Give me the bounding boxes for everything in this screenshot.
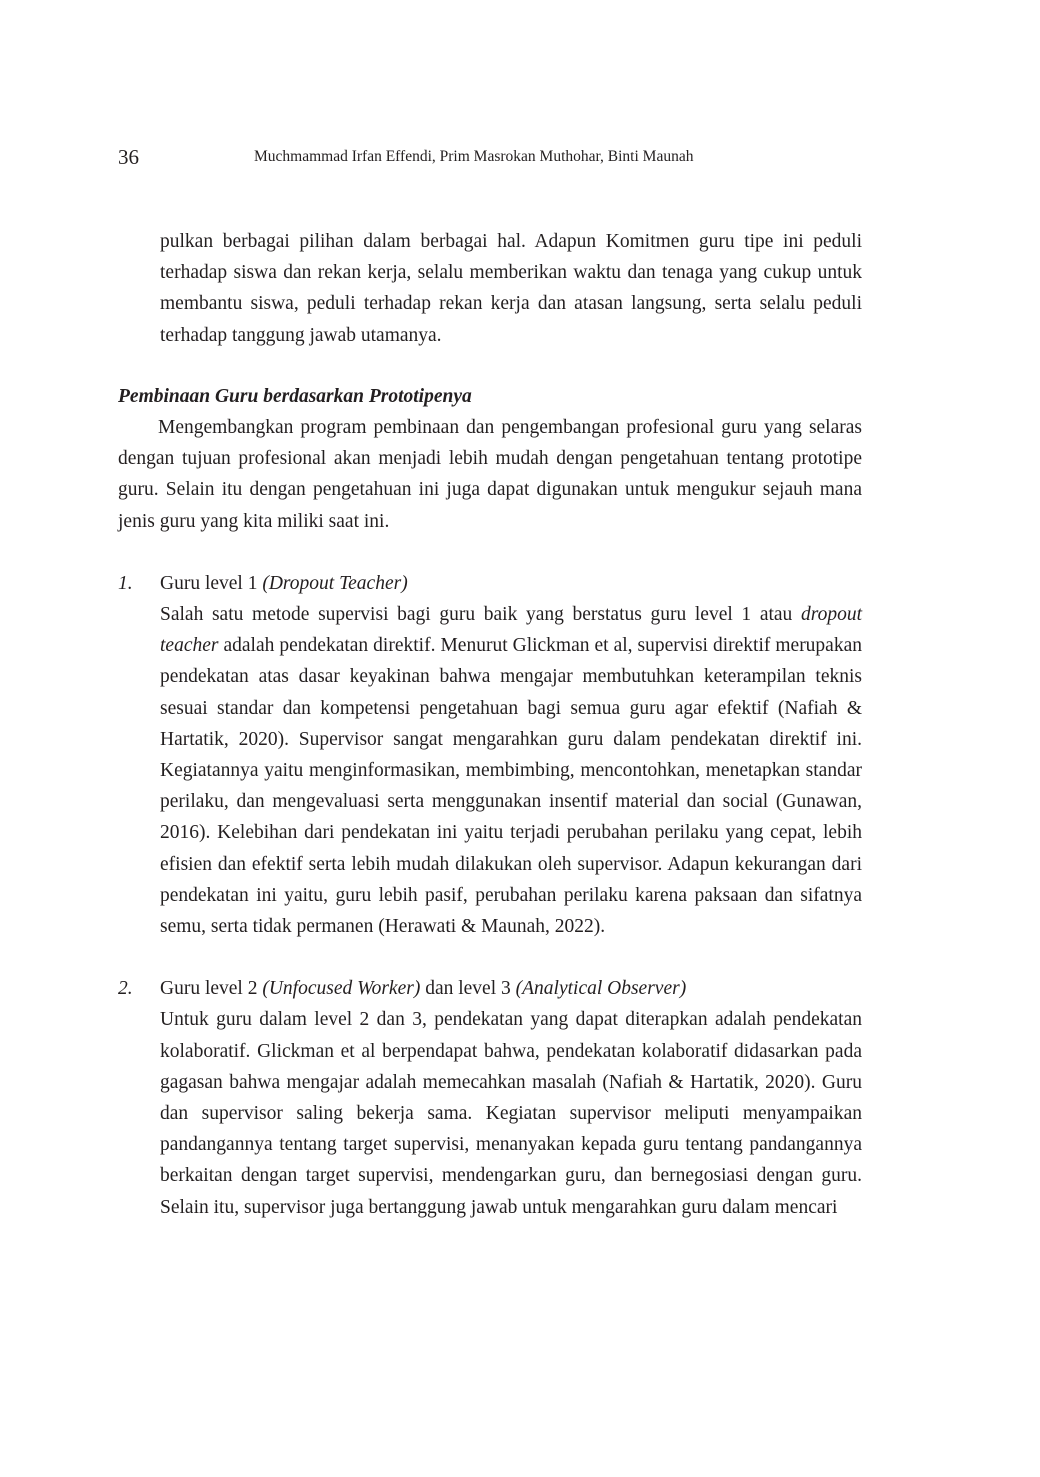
running-head-authors: Muchmammad Irfan Effendi, Prim Masrokan Muthohar, Binti Maunah [254, 148, 694, 165]
body-lead: Salah satu metode supervisi bagi guru baik yang berstatus guru level 1 atau [160, 604, 801, 626]
body-term-italic: dropout teacher [160, 604, 862, 657]
list-item-body [160, 599, 862, 942]
title-italic-2: (Analytical Observer) [515, 978, 687, 1000]
intro-paragraph: pulkan berbagai pilihan dalam berbagai hal. Adapun Komitmen guru tipe ini peduli terhadap siswa dan rekan kerja, selalu memberikan waktu dan tenaga yang cukup untuk membantu siswa, peduli terhadap rekan kerja dan atasan langsung, serta selalu peduli terhadap tanggung jawab utamanya. [160, 231, 862, 346]
section-paragraph: Mengembangkan program pembinaan dan pengembangan profesional guru yang selaras dengan tujuan profesional akan menjadi lebih mudah dengan pengetahuan tentang prototipe guru. Selain itu dengan pengetahuan ini juga dapat digunakan untuk mengukur sejauh mana jenis guru yang kita miliki saat ini. [118, 417, 862, 532]
body-rest: adalah pendekatan direktif. Menurut Glickman et al, supervisi direktif merupakan pendekatan atas dasar keyakinan bahwa mengajar membutuhkan keterampilan teknis sesuai standar dan kompetensi pengetahuan bagi semua guru agar efektif (Nafiah & Hartatik, 2020). Supervisor sangat mengarahkan guru dalam pendekatan direktif ini. Kegiatannya yaitu menginformasikan, membimbing, mencontohkan, menetapkan standar perilaku, dan mengevaluasi serta menggunakan insentif material dan social (Gunawan, 2016). Kelebihan dari pendekatan ini yaitu terjadi perubahan perilaku yang cepat, lebih efisien dan efektif serta lebih mudah dilakukan oleh supervisor. Adapun kekurangan dari pendekatan ini yaitu, guru lebih pasif, perubahan perilaku karena paksaan dan sifatnya semu, serta tidak permanen (Herawati & Maunah, 2022). [160, 635, 862, 938]
list-item-2 [118, 973, 862, 1223]
page-header [118, 145, 862, 171]
title-italic: (Unfocused Worker) [262, 978, 421, 1000]
list-item-1 [118, 568, 862, 942]
list-item-title [160, 973, 862, 1004]
section-heading: Pembinaan Guru berdasarkan Prototipenya [118, 385, 472, 407]
list-number: 1. [118, 572, 133, 594]
title-mid: dan level 3 [420, 978, 516, 1000]
page-body [118, 226, 862, 1223]
list-item-title [160, 568, 862, 599]
page-number: 36 [118, 145, 139, 169]
title-italic: (Dropout Teacher) [262, 572, 408, 594]
list-number: 2. [118, 978, 133, 1000]
title-text: Guru level 1 [160, 572, 263, 594]
list-item-body: Untuk guru dalam level 2 dan 3, pendekatan yang dapat diterapkan adalah pendekatan kolaboratif. Glickman et al berpendapat bahwa, pendekatan kolaboratif didasarkan pada gagasan bahwa mengajar adalah memecahkan masalah (Nafiah & Hartatik, 2020). Guru dan supervisor saling bekerja sama. Kegiatan supervisor meliputi menyampaikan pandangannya tentang target supervisi, menanyakan kepada guru tentang pandangannya berkaitan dengan target supervisi, mendengarkan guru, dan bernegosiasi dengan guru. Selain itu, supervisor juga bertanggung jawab untuk mengarahkan guru dalam mencari [160, 1009, 862, 1218]
title-text: Guru level 2 [160, 978, 263, 1000]
